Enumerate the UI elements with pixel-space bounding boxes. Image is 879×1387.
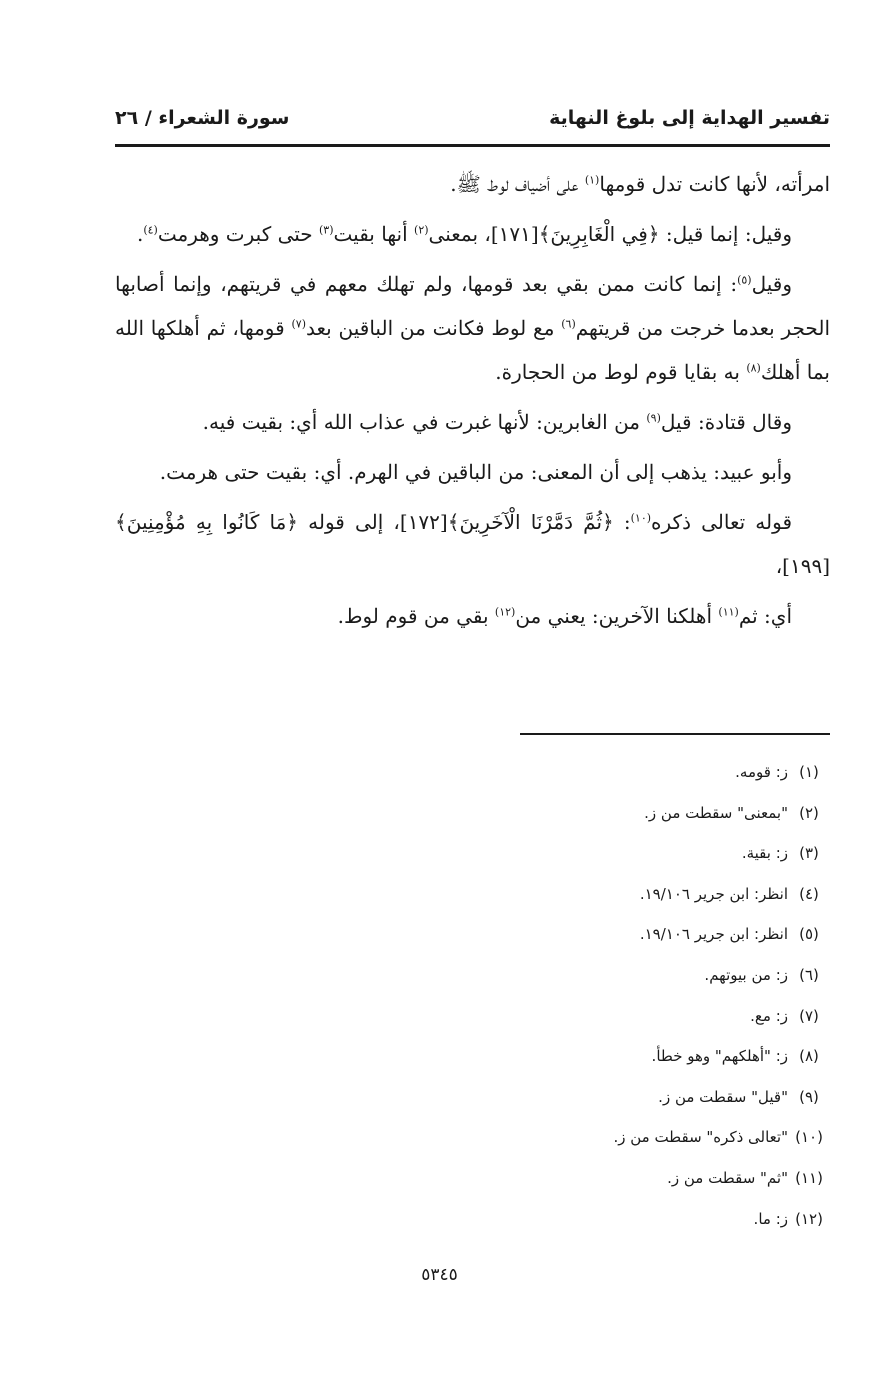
footnote-item: (٩) "قيل" سقطت من ز. [658,1087,819,1106]
footnote-item: (١٢) ز: ما. [753,1209,823,1228]
footnote-ref-4: (٤) [143,223,158,237]
paragraph-3: وقيل$^{(٥)}$: إنما كانت ممن بقي بعد قومها، ولم تهلك معهم في قريتهم، وإنما أصابها الحجر بعدما خرجت من قريتهم$^{(٦)}$ مع لوط فكانت من الباقين بعد$^{(٧)}$ قومها، ثم أهلكها الله بما أهلك$^{(٨)}$ به بقايا قوم لوط من الحجارة. [115,272,830,384]
book-title: تفسير الهداية إلى بلوغ النهاية [549,107,830,129]
footnote-item: (٨) ز: "أهلكهم" وهو خطأ. [651,1047,819,1066]
footnote-ref-9: (٩) [646,411,661,425]
header-rule [115,144,830,147]
footnote-ref-3: (٣) [319,223,334,237]
footnote-item: (٣) ز: بقية. [741,844,819,863]
footnote-ref-7: (٧) [291,317,307,331]
footnote-item: (١) ز: قومه. [735,763,819,781]
footnote-item: (١٠) "تعالى ذكره" سقطت من ز. [613,1128,823,1147]
footnote-item: (٥) انظر: ابن جرير ١٩/١٠٦. [639,925,819,944]
paragraph-5: وأبو عبيد: يذهب إلى أن المعنى: من الباقين في الهرم. أي: بقيت حتى هرمت. [159,460,792,484]
footnote-ref-2: (٢) [414,223,429,237]
quran-quote: ﴿ثُمَّ دَمَّرْنَا الْآخَرِينَ﴾ [447,510,614,534]
footnote-item: (١١) "ثم" سقطت من ز. [667,1168,823,1187]
running-header [115,98,830,138]
page-number: ٥٣٤٥ [421,1265,458,1285]
footnote-ref-1: (١) [584,173,600,187]
paragraph-6: قوله تعالى ذكره$^{(١٠)}$: ﴿ثُمَّ دَمَّرْنَا الْآخَرِينَ﴾[١٧٢]، إلى قوله ﴿مَا كَانُوا بِهِ مُؤْمِنِينَ﴾[١٩٩]، [115,510,830,578]
footnote-ref-8: (٨) [746,361,761,375]
footnote-item: (٤) انظر: ابن جرير ١٩/١٠٦. [639,884,819,903]
footnote-item: (٦) ز: من بيوتهم. [704,965,819,984]
footnote-item: (٢) "بمعنى" سقطت من ز. [644,803,819,822]
footnote-ref-5: (٥) [737,273,752,287]
paragraph-4: وقال قتادة: قيل$^{(٩)}$ من الغابرين: لأنها غبرت في عذاب الله أي: بقيت فيه. [202,410,792,434]
footnote-ref-10: (١٠) [630,511,652,525]
paragraph-1: امرأته، لأنها كانت تدل قومها$^{(١)}$ على أضياف لوط ﷺ. [450,172,830,196]
quran-quote: ﴿مَا كَانُوا بِهِ مُؤْمِنِينَ﴾ [115,510,299,534]
main-text [115,162,830,644]
quran-quote: ﴿فِي الْغَابِرِينَ﴾ [538,222,660,246]
paragraph-2: وقيل: إنما قيل: ﴿فِي الْغَابِرِينَ﴾[١٧١]، بمعنى$^{(٢)}$ أنها بقيت$^{(٣)}$ حتى كبرت وهرمت$^{(٤)}$. [136,222,792,246]
footnote-ref-6: (٦) [561,317,576,331]
surah-page-label: سورة الشعراء / ٢٦ [115,107,290,129]
footnote-item: (٧) ز: مع. [750,1006,819,1025]
footnote-ref-12: (١٢) [494,605,516,619]
footnote-rule [520,733,830,735]
footnotes [310,752,830,1239]
footnote-ref-11: (١١) [718,605,739,619]
paragraph-7: أي: ثم$^{(١١)}$ أهلكنا الآخرين: يعني من$^{(١٢)}$ بقي من قوم لوط. [337,604,792,628]
